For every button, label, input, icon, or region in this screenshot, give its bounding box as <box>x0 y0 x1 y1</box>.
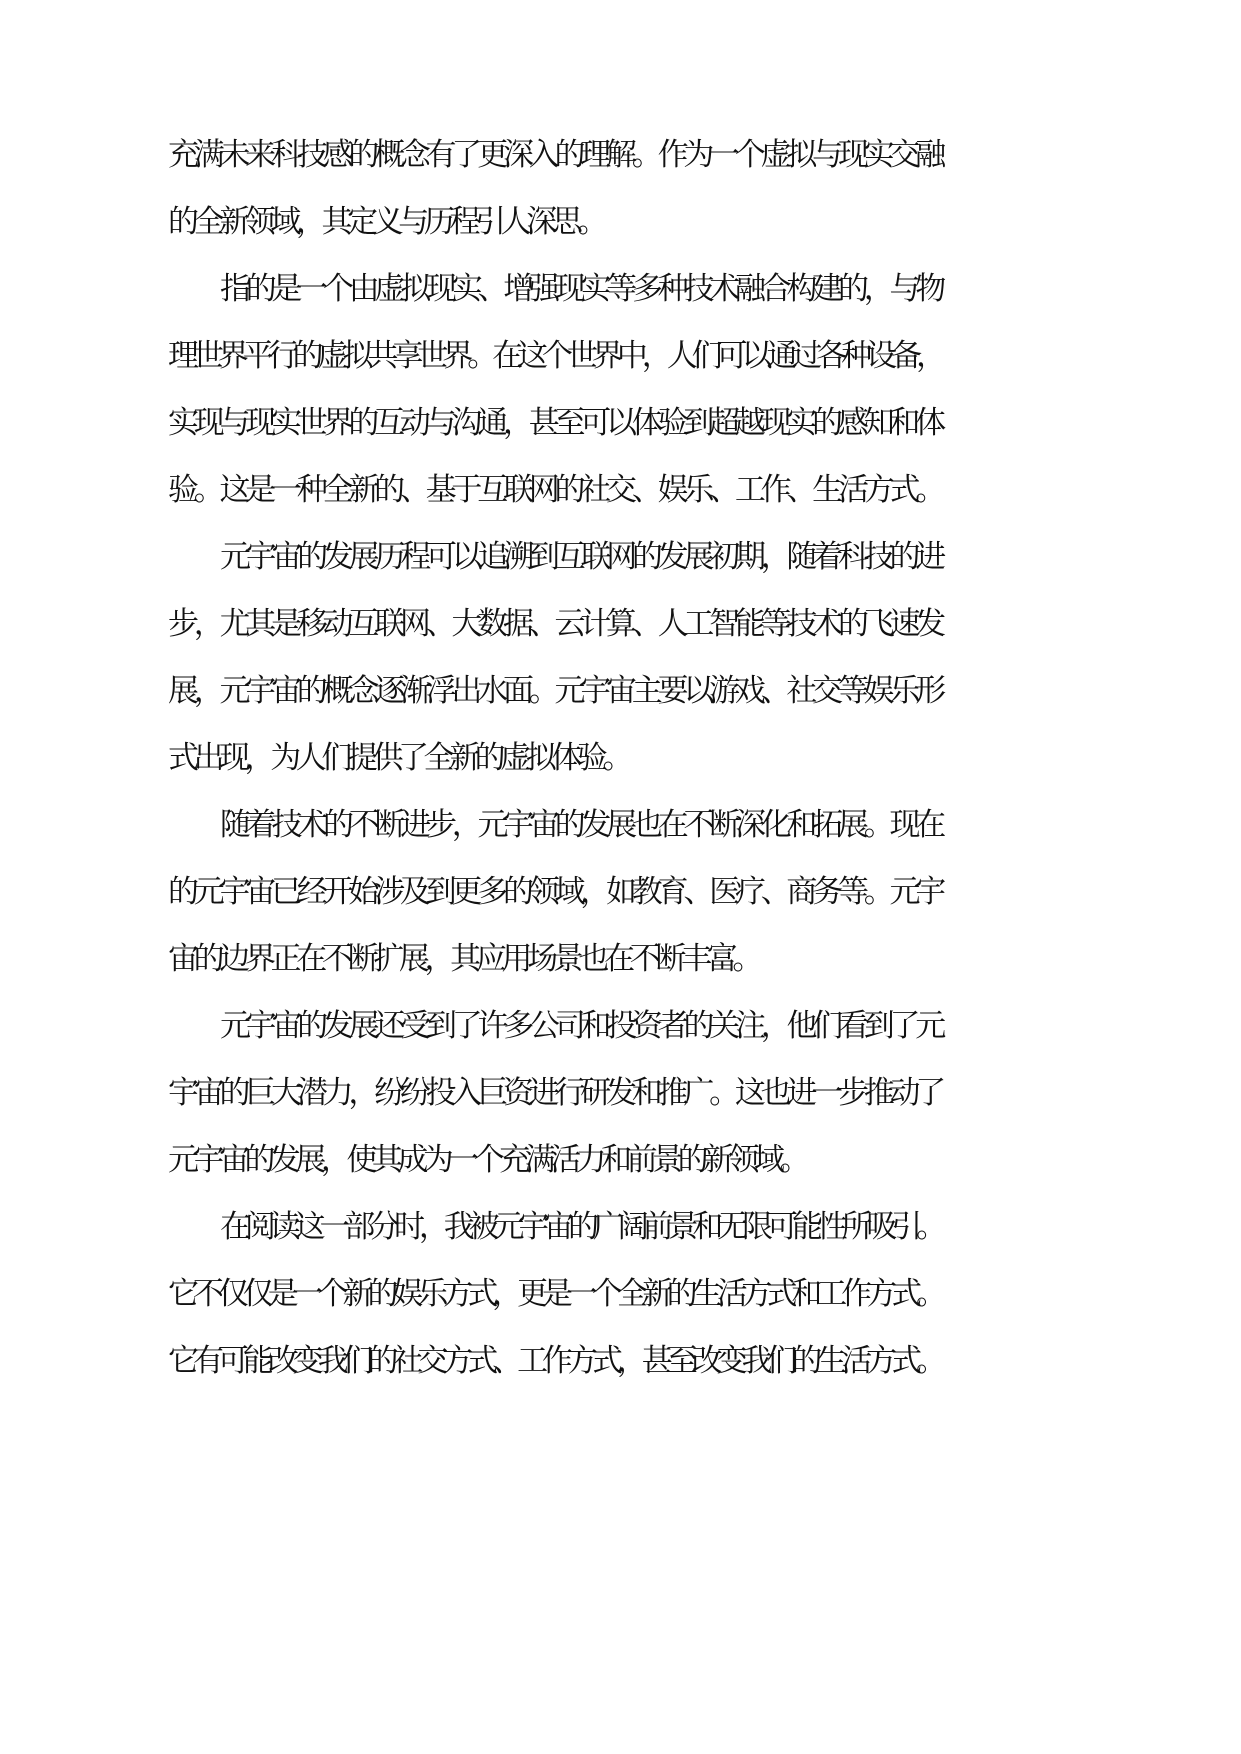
text-line: 元宇宙的发展还受到了许多公司和投资者的关注，他们看到了元 <box>220 1008 941 1044</box>
text-line: 指的是一个由虚拟现实、增强现实等多种技术融合构建的，与物 <box>220 271 941 307</box>
text-line: 随着技术的不断进步，元宇宙的发展也在不断深化和拓展。现在 <box>220 807 941 843</box>
text-line: 式出现，为人们提供了全新的虚拟体验。 <box>168 740 629 776</box>
text-line: 充满未来科技感的概念有了更深入的理解。作为一个虚拟与现实交融 <box>168 137 942 173</box>
text-line: 步，尤其是移动互联网、大数据、云计算、人工智能等技术的飞速发 <box>168 606 942 642</box>
text-line: 宇宙的巨大潜力，纷纷投入巨资进行研发和推广。这也进一步推动了 <box>168 1075 942 1111</box>
text-line: 理世界平行的虚拟共享世界。在这个世界中，人们可以通过各种设备， <box>168 338 941 374</box>
text-line: 实现与现实世界的互动与沟通，甚至可以体验到超越现实的感知和体 <box>168 405 942 441</box>
text-line: 的全新领域，其定义与历程引人深思。 <box>168 204 603 240</box>
text-line: 元宇宙的发展历程可以追溯到互联网的发展初期，随着科技的进 <box>220 539 941 575</box>
text-line: 它有可能改变我们的社交方式、工作方式，甚至改变我们的生活方式。 <box>168 1343 941 1379</box>
text-line: 它不仅仅是一个新的娱乐方式，更是一个全新的生活方式和工作方式。 <box>168 1276 941 1312</box>
text-line: 验。这是一种全新的、基于互联网的社交、娱乐、工作、生活方式。 <box>168 472 942 508</box>
text-line: 宙的边界正在不断扩展，其应用场景也在不断丰富。 <box>168 941 758 977</box>
text-line: 元宇宙的发展，使其成为一个充满活力和前景的新领域。 <box>168 1142 805 1178</box>
text-line: 在阅读这一部分时，我被元宇宙的广阔前景和无限可能性所吸引。 <box>220 1209 941 1245</box>
text-line: 展，元宇宙的概念逐渐浮出水面。元宇宙主要以游戏、社交等娱乐形 <box>168 673 942 709</box>
text-line: 的元宇宙已经开始涉及到更多的领域，如教育、医疗、商务等。元宇 <box>168 874 942 910</box>
